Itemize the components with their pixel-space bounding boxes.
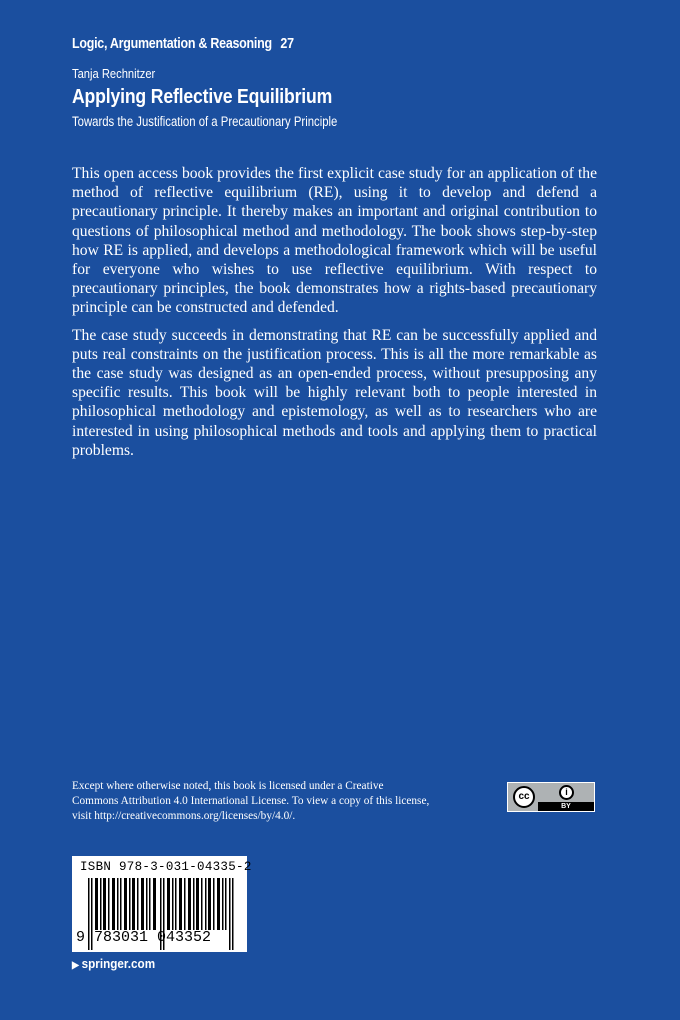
isbn-label: ISBN 978-3-031-04335-2 [80, 860, 252, 874]
arrow-right-icon: ▶ [72, 960, 79, 971]
isbn-barcode [72, 856, 252, 952]
series-name: Logic, Argumentation & Reasoning [72, 36, 272, 52]
publisher-link[interactable] [72, 956, 155, 971]
blurb [72, 164, 597, 468]
publisher-url[interactable]: springer.com [81, 956, 156, 971]
license-text: Except where otherwise noted, this book is licensed under a Creative Commons Attribution 4.0 International License. To view a copy of this license, visit http://creativecommons.org/licenses/by/4.0/. [72, 780, 430, 822]
book-title: Applying Reflective Equilibrium [72, 85, 333, 108]
author-name: Tanja Rechnitzer [72, 66, 156, 81]
cc-by-badge [507, 782, 595, 812]
barcode-digits: 9 783031 043352 [76, 929, 212, 946]
by-label: BY [538, 802, 594, 811]
series-number: 27 [280, 36, 294, 52]
book-subtitle: Towards the Justification of a Precautionary Principle [72, 114, 338, 129]
blurb-paragraph-1: This open access book provides the first explicit case study for an application of the method of reflective equilibrium (RE), using it to develop and defend a precautionary principle. It thereby makes an important and original contribution to questions of philosophical method and methodology. The book shows step-by-step how RE is applied, and develops a methodological framework which will be useful for everyone who wishes to use reflective equilibrium. With respect to precautionary principles, the book demonstrates how a rights-based precautionary principle can be constructed and defended. [72, 165, 597, 317]
series-line [72, 36, 294, 52]
attribution-person-icon: i [559, 785, 574, 800]
blurb-paragraph-2: The case study succeeds in demonstrating that RE can be successfully applied and puts real constraints on the justification process. This is all the more remarkable as the case study was designed as an open-ended process, without presupposing any specific results. This book will be highly relevant both to people interested in philosophical methodology and epistemology, as well as to researchers who are interested in using philosophical methods and tools and applying them to practical problems. [72, 326, 597, 459]
creative-commons-icon: cc [513, 786, 535, 808]
